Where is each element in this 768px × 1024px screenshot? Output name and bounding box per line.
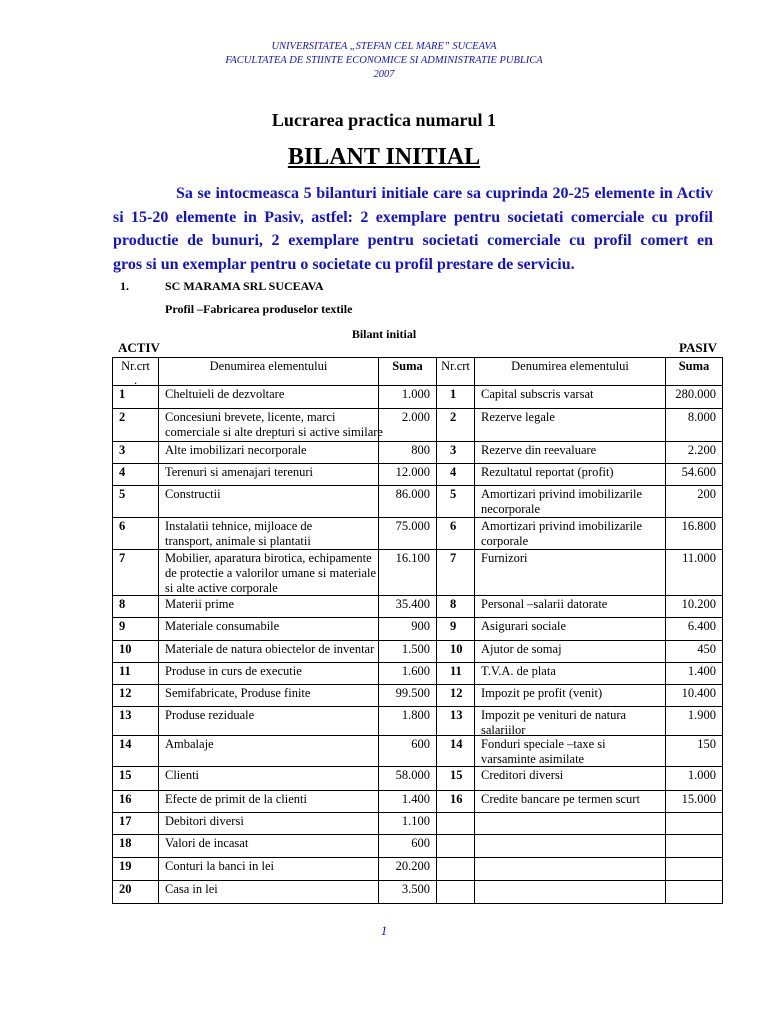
- activ-nr-cell: 16: [113, 791, 159, 813]
- section-number: 1.: [120, 279, 129, 293]
- pasiv-sum-cell: 1.900: [666, 707, 723, 736]
- activ-sum-cell: 600: [379, 835, 437, 858]
- instructions-line: si 15-20 elemente in Pasiv, astfel: 2 exemplare pentru societati comerciale cu profil: [113, 208, 713, 226]
- pasiv-sum-cell: 1.000: [666, 767, 723, 791]
- activ-nr-cell: 5: [113, 486, 159, 518]
- activ-sum-cell: 1.000: [379, 386, 437, 409]
- activ-sum-cell: 35.400: [379, 596, 437, 618]
- activ-nr-cell: 7: [113, 550, 159, 596]
- pasiv-name-cell: Creditori diversi: [475, 767, 666, 791]
- pasiv-sum-cell: 15.000: [666, 791, 723, 813]
- activ-sum-cell: 1.500: [379, 641, 437, 663]
- activ-nr-cell: 2: [113, 409, 159, 442]
- activ-nr-cell: 11: [113, 663, 159, 685]
- activ-sum-cell: 86.000: [379, 486, 437, 518]
- instructions-paragraph: [113, 182, 713, 276]
- pasiv-sum-cell: 150: [666, 736, 723, 767]
- pasiv-name-cell: Personal –salarii datorate: [475, 596, 666, 618]
- activ-name-cell: Casa in lei: [159, 881, 379, 904]
- pasiv-sum-cell: 10.200: [666, 596, 723, 618]
- pasiv-name-cell: [475, 881, 666, 904]
- pasiv-sum-cell: 200: [666, 486, 723, 518]
- pasiv-sum-cell: 16.800: [666, 518, 723, 550]
- pasiv-sum-cell: [666, 813, 723, 835]
- activ-nr-cell: 12: [113, 685, 159, 707]
- pasiv-nr-cell: 8: [437, 596, 475, 618]
- header-year: 2007: [373, 69, 395, 80]
- pasiv-sum-cell: [666, 881, 723, 904]
- activ-sum-cell: 20.200: [379, 858, 437, 881]
- activ-nr-cell: 18: [113, 835, 159, 858]
- activ-sum-cell: 1.600: [379, 663, 437, 685]
- pasiv-sum-cell: 280.000: [666, 386, 723, 409]
- pasiv-nr-cell: 12: [437, 685, 475, 707]
- activ-nr-cell: 14: [113, 736, 159, 767]
- activ-name-cell: Clienti: [159, 767, 379, 791]
- header-activ-name: Denumirea elementului: [159, 358, 379, 386]
- pasiv-name-cell: Rezerve din reevaluare: [475, 442, 666, 464]
- activ-nr-cell: 17: [113, 813, 159, 835]
- activ-nr-cell: 13: [113, 707, 159, 736]
- company-profile: Profil –Fabricarea produselor textile: [165, 302, 353, 316]
- header-activ-sum: Suma: [379, 358, 437, 386]
- activ-name-cell: Cheltuieli de dezvoltare: [159, 386, 379, 409]
- pasiv-nr-cell: 9: [437, 618, 475, 641]
- activ-name-cell: Materiale de natura obiectelor de inventar: [159, 641, 379, 663]
- company-name: SC MARAMA SRL SUCEAVA: [165, 279, 324, 293]
- activ-nr-cell: 4: [113, 464, 159, 486]
- activ-sum-cell: 16.100: [379, 550, 437, 596]
- activ-name-cell: Alte imobilizari necorporale: [159, 442, 379, 464]
- institution-header: [0, 40, 768, 82]
- header-pasiv-nr: Nr.crt: [437, 358, 475, 386]
- pasiv-nr-cell: 11: [437, 663, 475, 685]
- pasiv-name-cell: Impozit pe venituri de natura salariilor: [475, 707, 666, 736]
- pasiv-sum-cell: 8.000: [666, 409, 723, 442]
- pasiv-name-cell: Fonduri speciale –taxe si varsaminte asimilate: [475, 736, 666, 767]
- activ-sum-cell: 900: [379, 618, 437, 641]
- pasiv-nr-cell: 7: [437, 550, 475, 596]
- pasiv-nr-cell: 13: [437, 707, 475, 736]
- pasiv-nr-cell: 1: [437, 386, 475, 409]
- activ-sum-cell: 12.000: [379, 464, 437, 486]
- activ-sum-cell: 2.000: [379, 409, 437, 442]
- activ-sum-cell: 1.800: [379, 707, 437, 736]
- pasiv-name-cell: Amortizari privind imobilizarile corporale: [475, 518, 666, 550]
- main-heading: BILANT INITIAL: [287, 144, 481, 170]
- activ-nr-cell: 10: [113, 641, 159, 663]
- pasiv-name-cell: Ajutor de somaj: [475, 641, 666, 663]
- activ-name-cell: Efecte de primit de la clienti: [159, 791, 379, 813]
- activ-sum-cell: 600: [379, 736, 437, 767]
- pasiv-nr-cell: 10: [437, 641, 475, 663]
- activ-name-cell: Materii prime: [159, 596, 379, 618]
- activ-name-cell: Terenuri si amenajari terenuri: [159, 464, 379, 486]
- pasiv-nr-cell: [437, 835, 475, 858]
- pasiv-name-cell: [475, 858, 666, 881]
- activ-nr-cell: 8: [113, 596, 159, 618]
- pasiv-name-cell: Asigurari sociale: [475, 618, 666, 641]
- pasiv-sum-cell: 1.400: [666, 663, 723, 685]
- pasiv-nr-cell: 4: [437, 464, 475, 486]
- activ-name-cell: Debitori diversi: [159, 813, 379, 835]
- pasiv-sum-cell: [666, 858, 723, 881]
- pasiv-name-cell: Amortizari privind imobilizarile necorporale: [475, 486, 666, 518]
- pasiv-nr-cell: [437, 881, 475, 904]
- pasiv-nr-cell: 16: [437, 791, 475, 813]
- header-pasiv-sum: Suma: [666, 358, 723, 386]
- activ-name-cell: Instalatii tehnice, mijloace de transport, animale si plantatii: [159, 518, 379, 550]
- pasiv-sum-cell: 450: [666, 641, 723, 663]
- pasiv-name-cell: Rezultatul reportat (profit): [475, 464, 666, 486]
- header-pasiv-name: Denumirea elementului: [475, 358, 666, 386]
- balance-title: Bilant initial: [351, 327, 417, 341]
- activ-sum-cell: 1.400: [379, 791, 437, 813]
- pasiv-sum-cell: 10.400: [666, 685, 723, 707]
- activ-name-cell: Produse in curs de executie: [159, 663, 379, 685]
- pasiv-nr-cell: [437, 858, 475, 881]
- faculty-name: FACULTATEA DE STIINTE ECONOMICE SI ADMINISTRATIE PUBLICA: [225, 55, 543, 66]
- activ-name-cell: Produse reziduale: [159, 707, 379, 736]
- pasiv-name-cell: Capital subscris varsat: [475, 386, 666, 409]
- pasiv-name-cell: [475, 813, 666, 835]
- pasiv-name-cell: Impozit pe profit (venit): [475, 685, 666, 707]
- pasiv-sum-cell: 2.200: [666, 442, 723, 464]
- pasiv-label: PASIV: [679, 340, 718, 355]
- activ-nr-cell: 15: [113, 767, 159, 791]
- pasiv-nr-cell: 3: [437, 442, 475, 464]
- pasiv-nr-cell: 2: [437, 409, 475, 442]
- university-name: UNIVERSITATEA „STEFAN CEL MARE” SUCEAVA: [271, 41, 497, 52]
- activ-nr-cell: 20: [113, 881, 159, 904]
- activ-sum-cell: 3.500: [379, 881, 437, 904]
- pasiv-sum-cell: 11.000: [666, 550, 723, 596]
- pasiv-nr-cell: 14: [437, 736, 475, 767]
- instructions-line: Sa se intocmeasca 5 bilanturi initiale care sa cuprinda 20-25 elemente in Activ: [176, 185, 713, 202]
- activ-sum-cell: 800: [379, 442, 437, 464]
- pasiv-name-cell: Credite bancare pe termen scurt: [475, 791, 666, 813]
- header-activ-nr: Nr.crt .: [113, 358, 159, 386]
- activ-nr-cell: 1: [113, 386, 159, 409]
- activ-nr-cell: 6: [113, 518, 159, 550]
- activ-name-cell: Semifabricate, Produse finite: [159, 685, 379, 707]
- activ-nr-cell: 3: [113, 442, 159, 464]
- pasiv-sum-cell: 6.400: [666, 618, 723, 641]
- pasiv-name-cell: T.V.A. de plata: [475, 663, 666, 685]
- activ-nr-cell: 9: [113, 618, 159, 641]
- pasiv-nr-cell: 6: [437, 518, 475, 550]
- activ-nr-cell: 19: [113, 858, 159, 881]
- pasiv-name-cell: Rezerve legale: [475, 409, 666, 442]
- activ-sum-cell: 75.000: [379, 518, 437, 550]
- activ-sum-cell: 1.100: [379, 813, 437, 835]
- activ-sum-cell: 99.500: [379, 685, 437, 707]
- activ-name-cell: Mobilier, aparatura birotica, echipamente de protectie a valorilor umane si materiale si alte active corporale: [159, 550, 379, 596]
- pasiv-name-cell: Furnizori: [475, 550, 666, 596]
- pasiv-sum-cell: 54.600: [666, 464, 723, 486]
- pasiv-name-cell: [475, 835, 666, 858]
- activ-label: ACTIV: [118, 340, 160, 355]
- instructions-line: gros si un exemplar pentru o societate cu profil prestare de serviciu.: [113, 255, 575, 273]
- activ-name-cell: Constructii: [159, 486, 379, 518]
- page-number: 1: [380, 923, 388, 938]
- instructions-line: productie de bunuri, 2 exemplare pentru societati comerciale cu profil comert en: [113, 232, 713, 249]
- activ-name-cell: Materiale consumabile: [159, 618, 379, 641]
- activ-name-cell: Conturi la banci in lei: [159, 858, 379, 881]
- balance-table: [112, 357, 723, 904]
- pasiv-nr-cell: 5: [437, 486, 475, 518]
- activ-sum-cell: 58.000: [379, 767, 437, 791]
- activ-name-cell: Valori de incasat: [159, 835, 379, 858]
- activ-name-cell: Concesiuni brevete, licente, marci comerciale si alte drepturi si active similare: [159, 409, 379, 442]
- pasiv-nr-cell: 15: [437, 767, 475, 791]
- activ-name-cell: Ambalaje: [159, 736, 379, 767]
- pasiv-nr-cell: [437, 813, 475, 835]
- work-title: Lucrarea practica numarul 1: [271, 110, 497, 130]
- pasiv-sum-cell: [666, 835, 723, 858]
